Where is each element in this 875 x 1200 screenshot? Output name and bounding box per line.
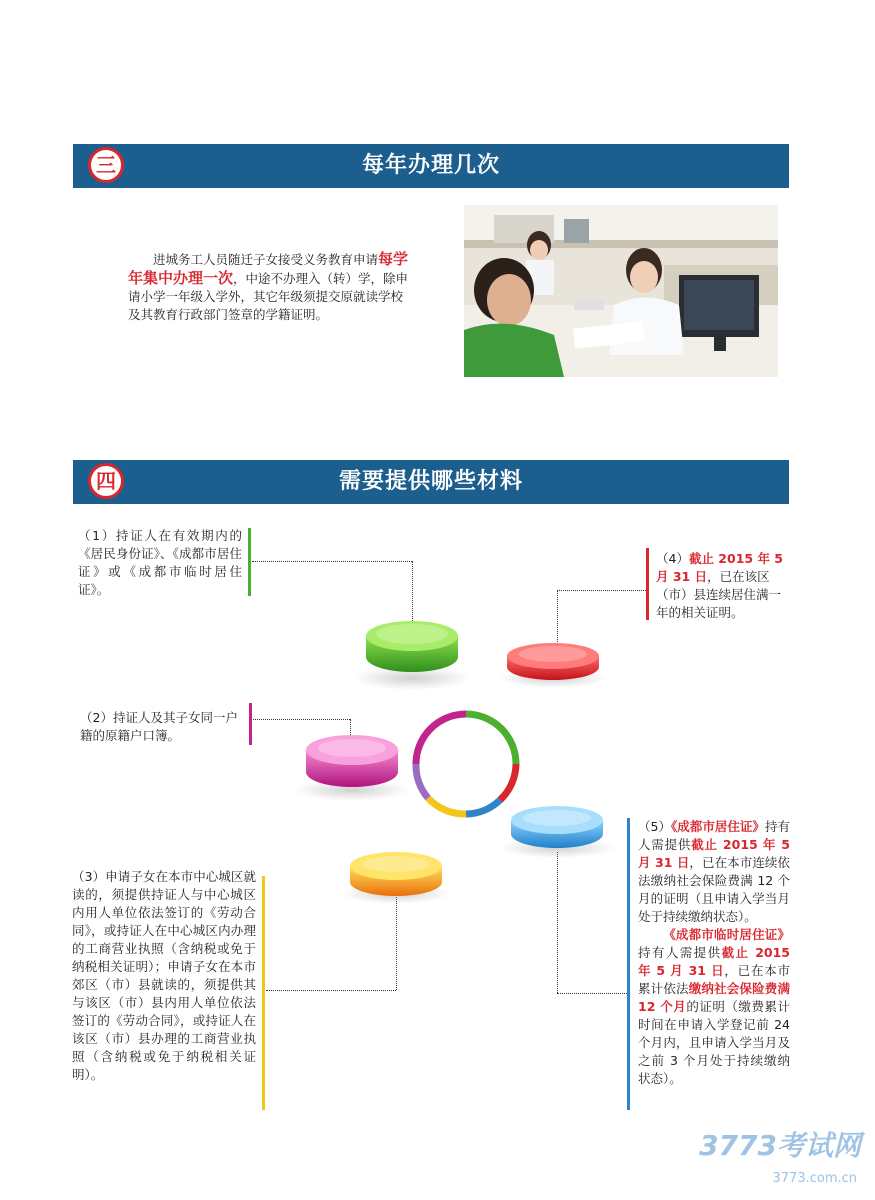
- item-2-text: （2）持证人及其子女同一户籍的原籍户口簿。: [80, 710, 238, 743]
- section3-paragraph: 进城务工人员随迁子女接受义务教育申请每学年集中办理一次，中途不办理入（转）学，除申请小学一年级入学外，其它年级须提交原就读学校及其教育行政部门签章的学籍证明。: [128, 250, 409, 322]
- item-3-text: （3）申请子女在本市中心城区就读的，须提供持证人与中心城区内用人单位依法签订的《劳动合同》，或持证人在中心城区内办理的工商营业执照（含纳税或免于纳税相关证明）；申请子女在本市郊区（市）县就读的，须提供其与该区（市）县内用人单位依法签订的《劳动合同》，或持证人在该区（市）县办理的工商营业执照（含纳税或免于纳税相关证明）。: [72, 869, 256, 1082]
- color-ring: [416, 714, 516, 814]
- section3-title: 每年办理几次: [361, 153, 500, 178]
- watermark-logo: 3773考试网: [699, 1129, 861, 1162]
- item-5-text: （5）《成都市居住证》持有人需提供截止 2015 年 5 月 31 日，已在本市连续依法缴纳社会保险费满 12 个月的证明（且申请入学当月处于持续缴纳状态）。 《成都市临时居住证》持有人需提供截止 2015 年 5 月 31 日，已在本市累计依法缴纳社会保险费满 12 个月的证明（缴费累计时间在申请入学登记前 24 个月内，且申请入学当月及之前 3 个月处于持续缴纳状态）。: [638, 819, 790, 1086]
- section4-title: 需要提供哪些材料: [338, 469, 523, 494]
- green-disc: [354, 621, 470, 690]
- section3-highlight: 每学年集中办理一次: [128, 250, 409, 287]
- blue-disc: [499, 806, 615, 858]
- item-1-text: （1）持证人在有效期内的《居民身份证》、《成都市居住证》或《成都市临时居住证》。: [78, 528, 242, 597]
- yellow-disc: [341, 852, 451, 904]
- magenta-disc: [294, 735, 410, 801]
- watermark-url: 3773.com.cn: [772, 1171, 857, 1186]
- section4-number: 四: [88, 463, 124, 499]
- red-disc: [498, 643, 608, 688]
- item-4-text: （4）截止 2015 年 5 月 31 日，已在该区（市）县连续居住满一年的相关证明。: [656, 551, 783, 620]
- section3-number: 三: [88, 147, 124, 183]
